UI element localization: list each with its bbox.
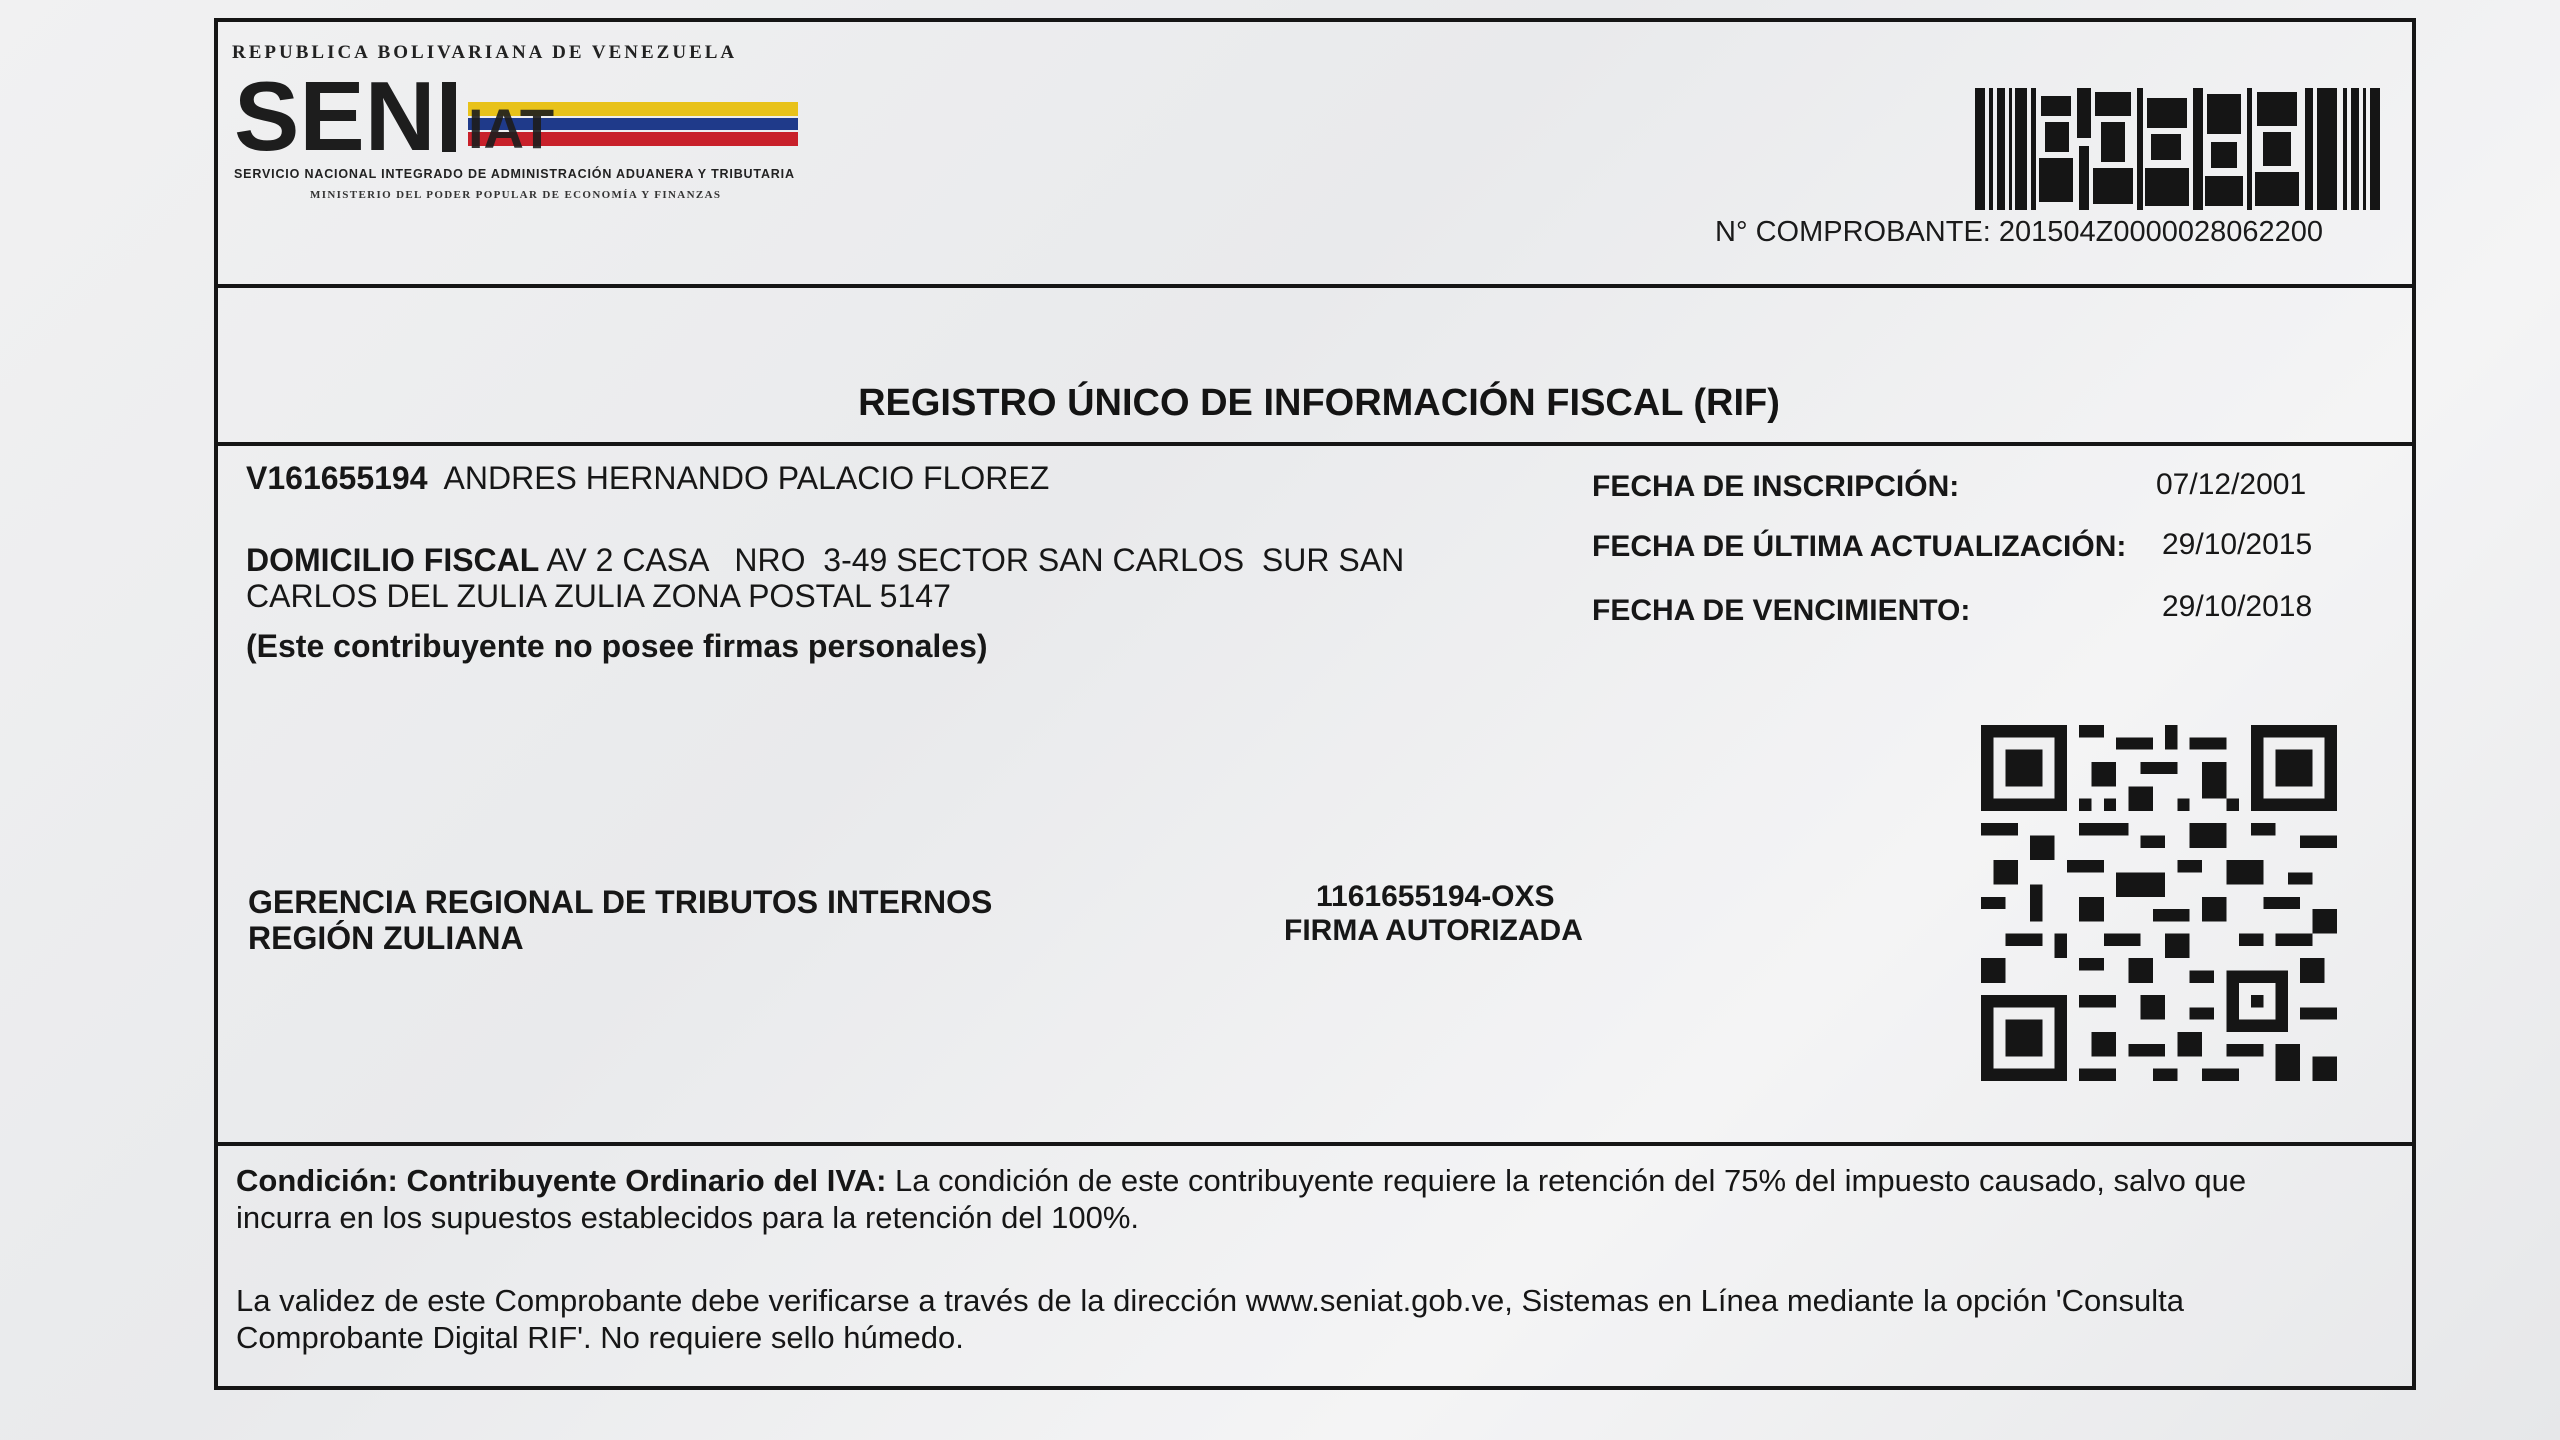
signature-code: 1161655194-OXS: [1316, 880, 1555, 913]
comprobante-number: [1715, 216, 2323, 249]
document-title: REGISTRO ÚNICO DE INFORMACIÓN FISCAL (RIF): [858, 382, 1780, 424]
footer-divider: [218, 1142, 2412, 1146]
domicilio-address-1: AV 2 CASA NRO 3-49 SECTOR SAN CARLOS SUR SAN: [546, 542, 1405, 578]
svg-text:MINISTERIO DEL PODER POPULAR D: MINISTERIO DEL PODER POPULAR DE ECONOMÍA Y FINANZAS: [310, 189, 720, 201]
svg-text:SERVICIO NACIONAL INTEGRADO DE: SERVICIO NACIONAL INTEGRADO DE ADMINISTRACIÓN ADUANERA Y TRIBUTARIA: [234, 167, 794, 181]
validez-block: [236, 1282, 2406, 1356]
domicilio-label: DOMICILIO FISCAL: [246, 542, 540, 578]
vencimiento-label: FECHA DE VENCIMIENTO:: [1592, 594, 1971, 627]
condicion-text-2: incurra en los supuestos establecidos para la retención del 100%.: [236, 1200, 1139, 1235]
seniat-logo: [230, 30, 810, 220]
inscripcion-date: 07/12/2001: [2156, 468, 2307, 501]
condicion-text: La condición de este contribuyente requiere la retención del 75% del impuesto causado, salvo que: [886, 1163, 2247, 1198]
condicion-block: [236, 1162, 2406, 1236]
inscripcion-label: FECHA DE INSCRIPCIÓN:: [1592, 470, 1960, 503]
office-line-1: GERENCIA REGIONAL DE TRIBUTOS INTERNOS: [248, 884, 993, 920]
condicion-label: Condición: Contribuyente Ordinario del IVA:: [236, 1163, 887, 1198]
taxpayer-name: ANDRES HERNANDO PALACIO FLOREZ: [443, 460, 1050, 496]
title-divider: [218, 442, 2412, 446]
validez-text-1: La validez de este Comprobante debe verificarse a través de la dirección www.seniat.gob.ve, Sistemas en Línea mediante la opción 'Consulta: [236, 1283, 2184, 1318]
vencimiento-date: 29/10/2018: [2162, 590, 2313, 623]
office-line-2: REGIÓN ZULIANA: [248, 920, 524, 956]
actualizacion-date: 29/10/2015: [2162, 528, 2313, 561]
validez-text-2: Comprobante Digital RIF'. No requiere sello húmedo.: [236, 1320, 964, 1355]
actualizacion-label: FECHA DE ÚLTIMA ACTUALIZACIÓN:: [1592, 530, 2127, 563]
svg-text:SEN: SEN: [234, 61, 436, 171]
firmas-note: (Este contribuyente no posee firmas personales): [246, 628, 988, 664]
qr-code-image: [1976, 725, 2342, 1081]
header-divider: [218, 284, 2412, 288]
taxpayer-line: [246, 460, 1049, 497]
comprobante-value: 201504Z000002806220​0: [1998, 216, 2324, 248]
barcode-image: [1975, 88, 2380, 210]
domicilio-line-1: [246, 542, 1404, 579]
domicilio-address-2: CARLOS DEL ZULIA ZULIA ZONA POSTAL 5147: [246, 578, 951, 614]
signature-label: FIRMA AUTORIZADA: [1284, 914, 1583, 947]
svg-text:REPUBLICA BOLIVARIANA DE VENEZ: REPUBLICA BOLIVARIANA DE VENEZUELA: [232, 42, 738, 63]
comprobante-label: N° COMPROBANTE:: [1715, 216, 1991, 248]
rif-number: V161655194: [246, 460, 428, 496]
svg-text:IAT: IAT: [468, 97, 555, 160]
